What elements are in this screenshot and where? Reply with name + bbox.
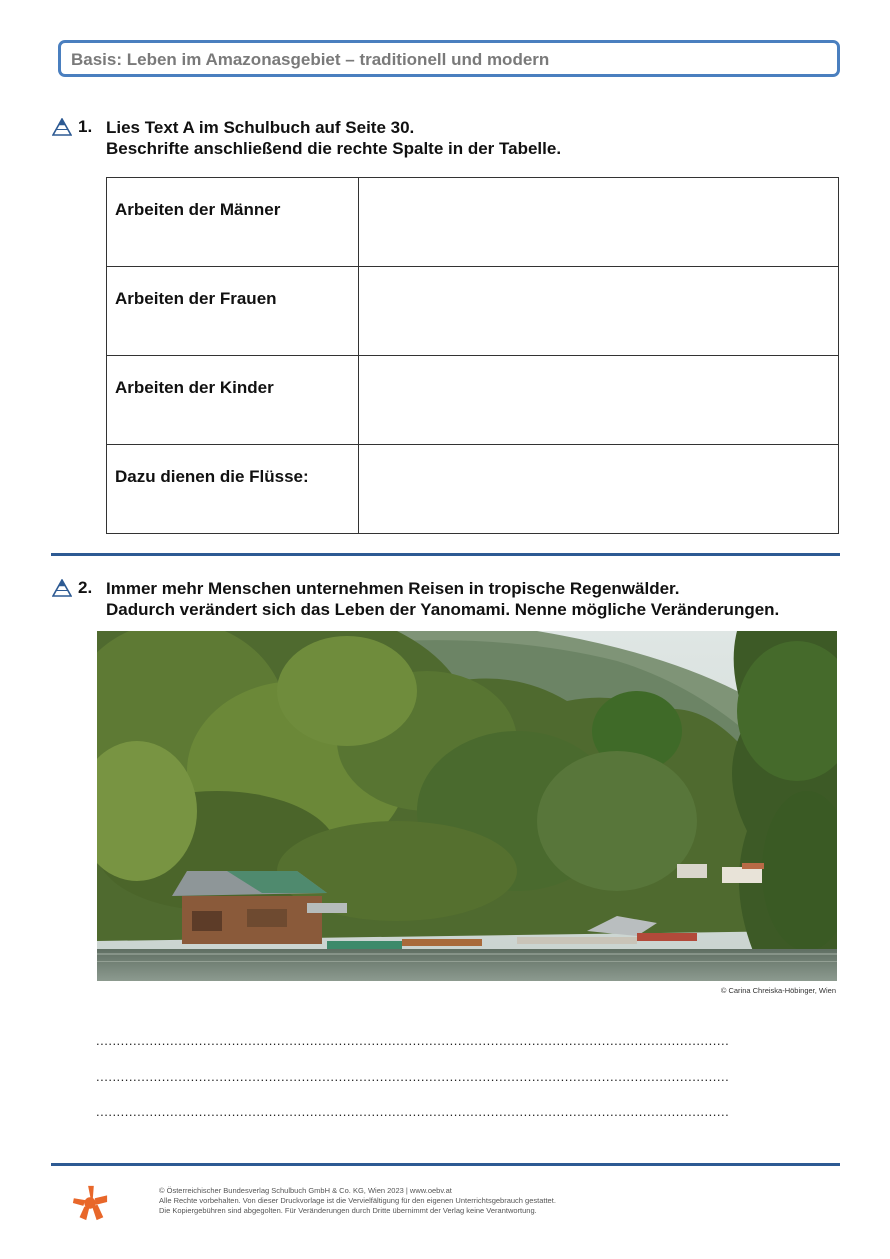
rainforest-river-image [97, 631, 837, 981]
answer-line[interactable]: .......................................................................................................................................................... [96, 1105, 730, 1119]
footer-divider [51, 1163, 840, 1166]
task-instructions [106, 117, 561, 159]
task-number: 1. [78, 117, 93, 136]
section-divider [51, 553, 840, 556]
task-line: Beschrifte anschließend die rechte Spalte in der Tabelle. [106, 139, 562, 158]
row-label: Arbeiten der Frauen [107, 267, 359, 356]
footer-line: © Österreichischer Bundesverlag Schulbuch GmbH & Co. KG, Wien 2023 | www.oebv.at [159, 1186, 452, 1195]
row-label: Arbeiten der Kinder [107, 356, 359, 445]
answer-cell[interactable] [359, 445, 839, 534]
work-table [106, 177, 839, 534]
row-label: Arbeiten der Männer [107, 178, 359, 267]
photo-credit: © Carina Chreiska-Höbinger, Wien [720, 986, 836, 995]
pyramid-level-icon [52, 579, 72, 597]
task-number: 2. [78, 578, 93, 597]
answer-cell[interactable] [359, 178, 839, 267]
answer-line[interactable]: .......................................................................................................................................................... [96, 1034, 730, 1048]
table-row [107, 178, 839, 267]
oebv-logo-icon [71, 1184, 109, 1222]
page-title: Basis: Leben im Amazonasgebiet – traditionell und modern [71, 50, 550, 69]
task-line: Immer mehr Menschen unternehmen Reisen in tropische Regenwälder. [106, 579, 680, 598]
task-line: Dadurch verändert sich das Leben der Yanomami. Nenne mögliche Veränderungen. [106, 600, 780, 619]
answer-cell[interactable] [359, 356, 839, 445]
task-line: Lies Text A im Schulbuch auf Seite 30. [106, 118, 415, 137]
footer-line: Die Kopiergebühren sind abgegolten. Für Veränderungen durch Dritte übernimmt der Verlag keine Verantwortung. [159, 1206, 537, 1215]
table-row [107, 356, 839, 445]
task-instructions [106, 578, 779, 620]
footer-line: Alle Rechte vorbehalten. Von dieser Druckvorlage ist die Vervielfältigung für den eigenen Unterrichtsgebrauch gestattet. [159, 1196, 556, 1205]
answer-line[interactable]: .......................................................................................................................................................... [96, 1070, 730, 1084]
row-label: Dazu dienen die Flüsse: [107, 445, 359, 534]
footer-text [159, 1186, 556, 1216]
answer-cell[interactable] [359, 267, 839, 356]
rainforest-photo [97, 631, 837, 981]
table-row [107, 267, 839, 356]
title-box [58, 40, 840, 77]
table-row [107, 445, 839, 534]
pyramid-level-icon [52, 118, 72, 136]
